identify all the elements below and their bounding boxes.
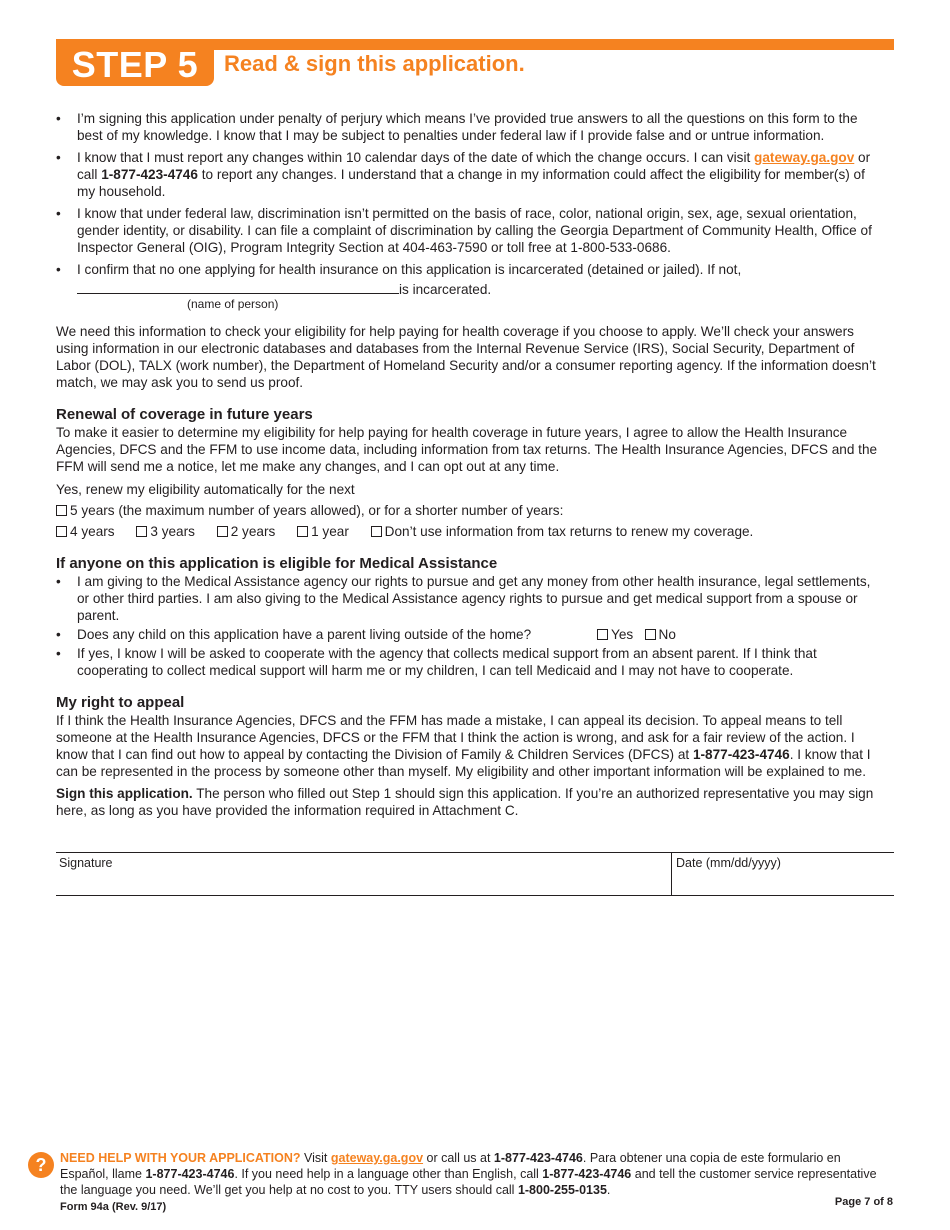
step-badge: STEP 5 <box>56 39 214 86</box>
three-years-checkbox[interactable] <box>136 526 147 537</box>
shorter-years-row: 4 years 3 years 2 years 1 year Don’t use information from tax returns to renew my coverage. <box>56 523 886 540</box>
medical-assistance-section <box>56 554 886 679</box>
signature-field[interactable]: Signature <box>59 856 113 870</box>
signature-box <box>56 852 894 896</box>
gateway-link[interactable]: gateway.ga.gov <box>754 150 855 165</box>
eligibility-paragraph: We need this information to check your eligibility for help paying for health coverage if you choose to apply. We’ll check your answers using information in our electronic databases and databases from the Internal Revenue Service (IRS), Social Security, Department of Labor (DOL), TALX (work number), the Department of Homeland Security and/or a consumer reporting agency. If the information doesn’t match, we may ask you to send us proof. <box>56 324 876 390</box>
footer-gateway-link[interactable]: gateway.ga.gov <box>330 1151 424 1165</box>
question-icon: ? <box>28 1152 54 1178</box>
phone-number: 1-877-423-4746 <box>692 747 790 762</box>
incarcerated-name-field[interactable] <box>77 281 399 294</box>
date-field[interactable]: Date (mm/dd/yyyy) <box>676 856 781 870</box>
five-years-row: 5 years (the maximum number of years allowed), or for a shorter number of years: <box>56 502 886 519</box>
list-item: • I confirm that no one applying for health insurance on this application is incarcerated (detained or jailed). If not, is incarcerated. (name of person) <box>56 261 886 311</box>
list-item: • I’m signing this application under penalty of perjury which means I’ve provided true answers to all the questions on this form to the best of my knowledge. I know that I may be subject to penalties under federal law if I provide false and or untrue information. <box>56 110 886 144</box>
phone-number: 1-877-423-4746 <box>101 167 198 182</box>
incarcerated-name-row: is incarcerated. <box>77 281 886 298</box>
parent-outside-yes-checkbox[interactable] <box>597 629 608 640</box>
renewal-section <box>56 405 886 540</box>
appeal-text: If I think the Health Insurance Agencies, DFCS and the FFM has made a mistake, I can appeal its decision. To appeal means to tell someone at the Health Insurance Agencies, DFCS or the FFM that I think the action is wrong, and ask for a fair review of the action. I know that I can find out how to appeal by contacting the Division of Family & Children Services (DFCS) at 1-877-423-4746. I know that I can be represented in the process by someone other than myself. My eligibility and other important information will be explained to me. <box>56 713 871 779</box>
list-item: • I know that I must report any changes within 10 calendar days of the date of which the change occurs. I can visit gateway.ga.gov or call 1-877-423-4746 to report any changes. I understand that a change in my information could affect the eligibility for member(s) of my household. <box>56 149 886 200</box>
list-item: • I know that under federal law, discrimination isn’t permitted on the basis of race, color, national origin, sex, age, sexual orientation, gender identity, or disability. I can file a complaint of discrimination by calling the Georgia Department of Community Health, Office of Inspector General (OIG), Program Integrity Section at 404-463-7590 or toll free at 1-800-533-0686. <box>56 205 886 256</box>
two-years-checkbox[interactable] <box>217 526 228 537</box>
medical-heading: If anyone on this application is eligible for Medical Assistance <box>56 555 498 572</box>
page-number: Page 7 of 8 <box>834 1196 893 1208</box>
help-text: NEED HELP WITH YOUR APPLICATION? Visit gateway.ga.gov or call us at 1-877-423-4746. Para obtener una copia de este formulario en Español, llame 1-877-423-4746. If you need help in a language other than English, call 1-877-423-4746 and tell the customer service representative the language you need. We’ll get you help at no cost to you. TTY users should call 1-800-255-0135. <box>60 1151 877 1197</box>
five-years-checkbox[interactable] <box>56 505 67 516</box>
renewal-text: To make it easier to determine my eligibility for help paying for health coverage in future years, I agree to allow the Health Insurance Agencies, DFCS and the FFM to use income data, including information from tax returns. The Health Insurance Agencies, DFCS and the FFM will send me a notice, let me make any changes, and I can opt out at any time. <box>56 425 878 474</box>
list-item: • Does any child on this application have a parent living outside of the home? Yes No <box>56 626 886 643</box>
four-years-checkbox[interactable] <box>56 526 67 537</box>
divider <box>671 853 672 895</box>
one-year-checkbox[interactable] <box>297 526 308 537</box>
form-id: Form 94a (Rev. 9/17) <box>60 1201 167 1213</box>
renewal-heading: Renewal of coverage in future years <box>56 406 313 423</box>
declaration-list <box>56 110 886 311</box>
no-tax-info-checkbox[interactable] <box>371 526 382 537</box>
sign-instruction: Sign this application. The person who filled out Step 1 should sign this application. If you’re an authorized representative you may sign here, as long as you have provided the information required in Attachment C. <box>56 786 874 818</box>
appeal-heading: My right to appeal <box>56 694 185 711</box>
renewal-yes-line: Yes, renew my eligibility automatically for the next <box>56 482 355 497</box>
page-title: Read & sign this application. <box>224 51 525 76</box>
list-item: • I am giving to the Medical Assistance agency our rights to pursue and get any money from other health insurance, legal settlements, or other third parties. I am also giving to the Medical Assistance agency rights to pursue and get medical support from a spouse or parent. <box>56 573 886 624</box>
parent-outside-no-checkbox[interactable] <box>645 629 656 640</box>
main-content <box>56 110 886 819</box>
list-item: • If yes, I know I will be asked to cooperate with the agency that collects medical support from an absent parent. If I think that cooperating to collect medical support will harm me or my children, I can tell Medicaid and I may not have to cooperate. <box>56 645 886 679</box>
name-caption: (name of person) <box>187 297 279 311</box>
appeal-section <box>56 693 886 819</box>
